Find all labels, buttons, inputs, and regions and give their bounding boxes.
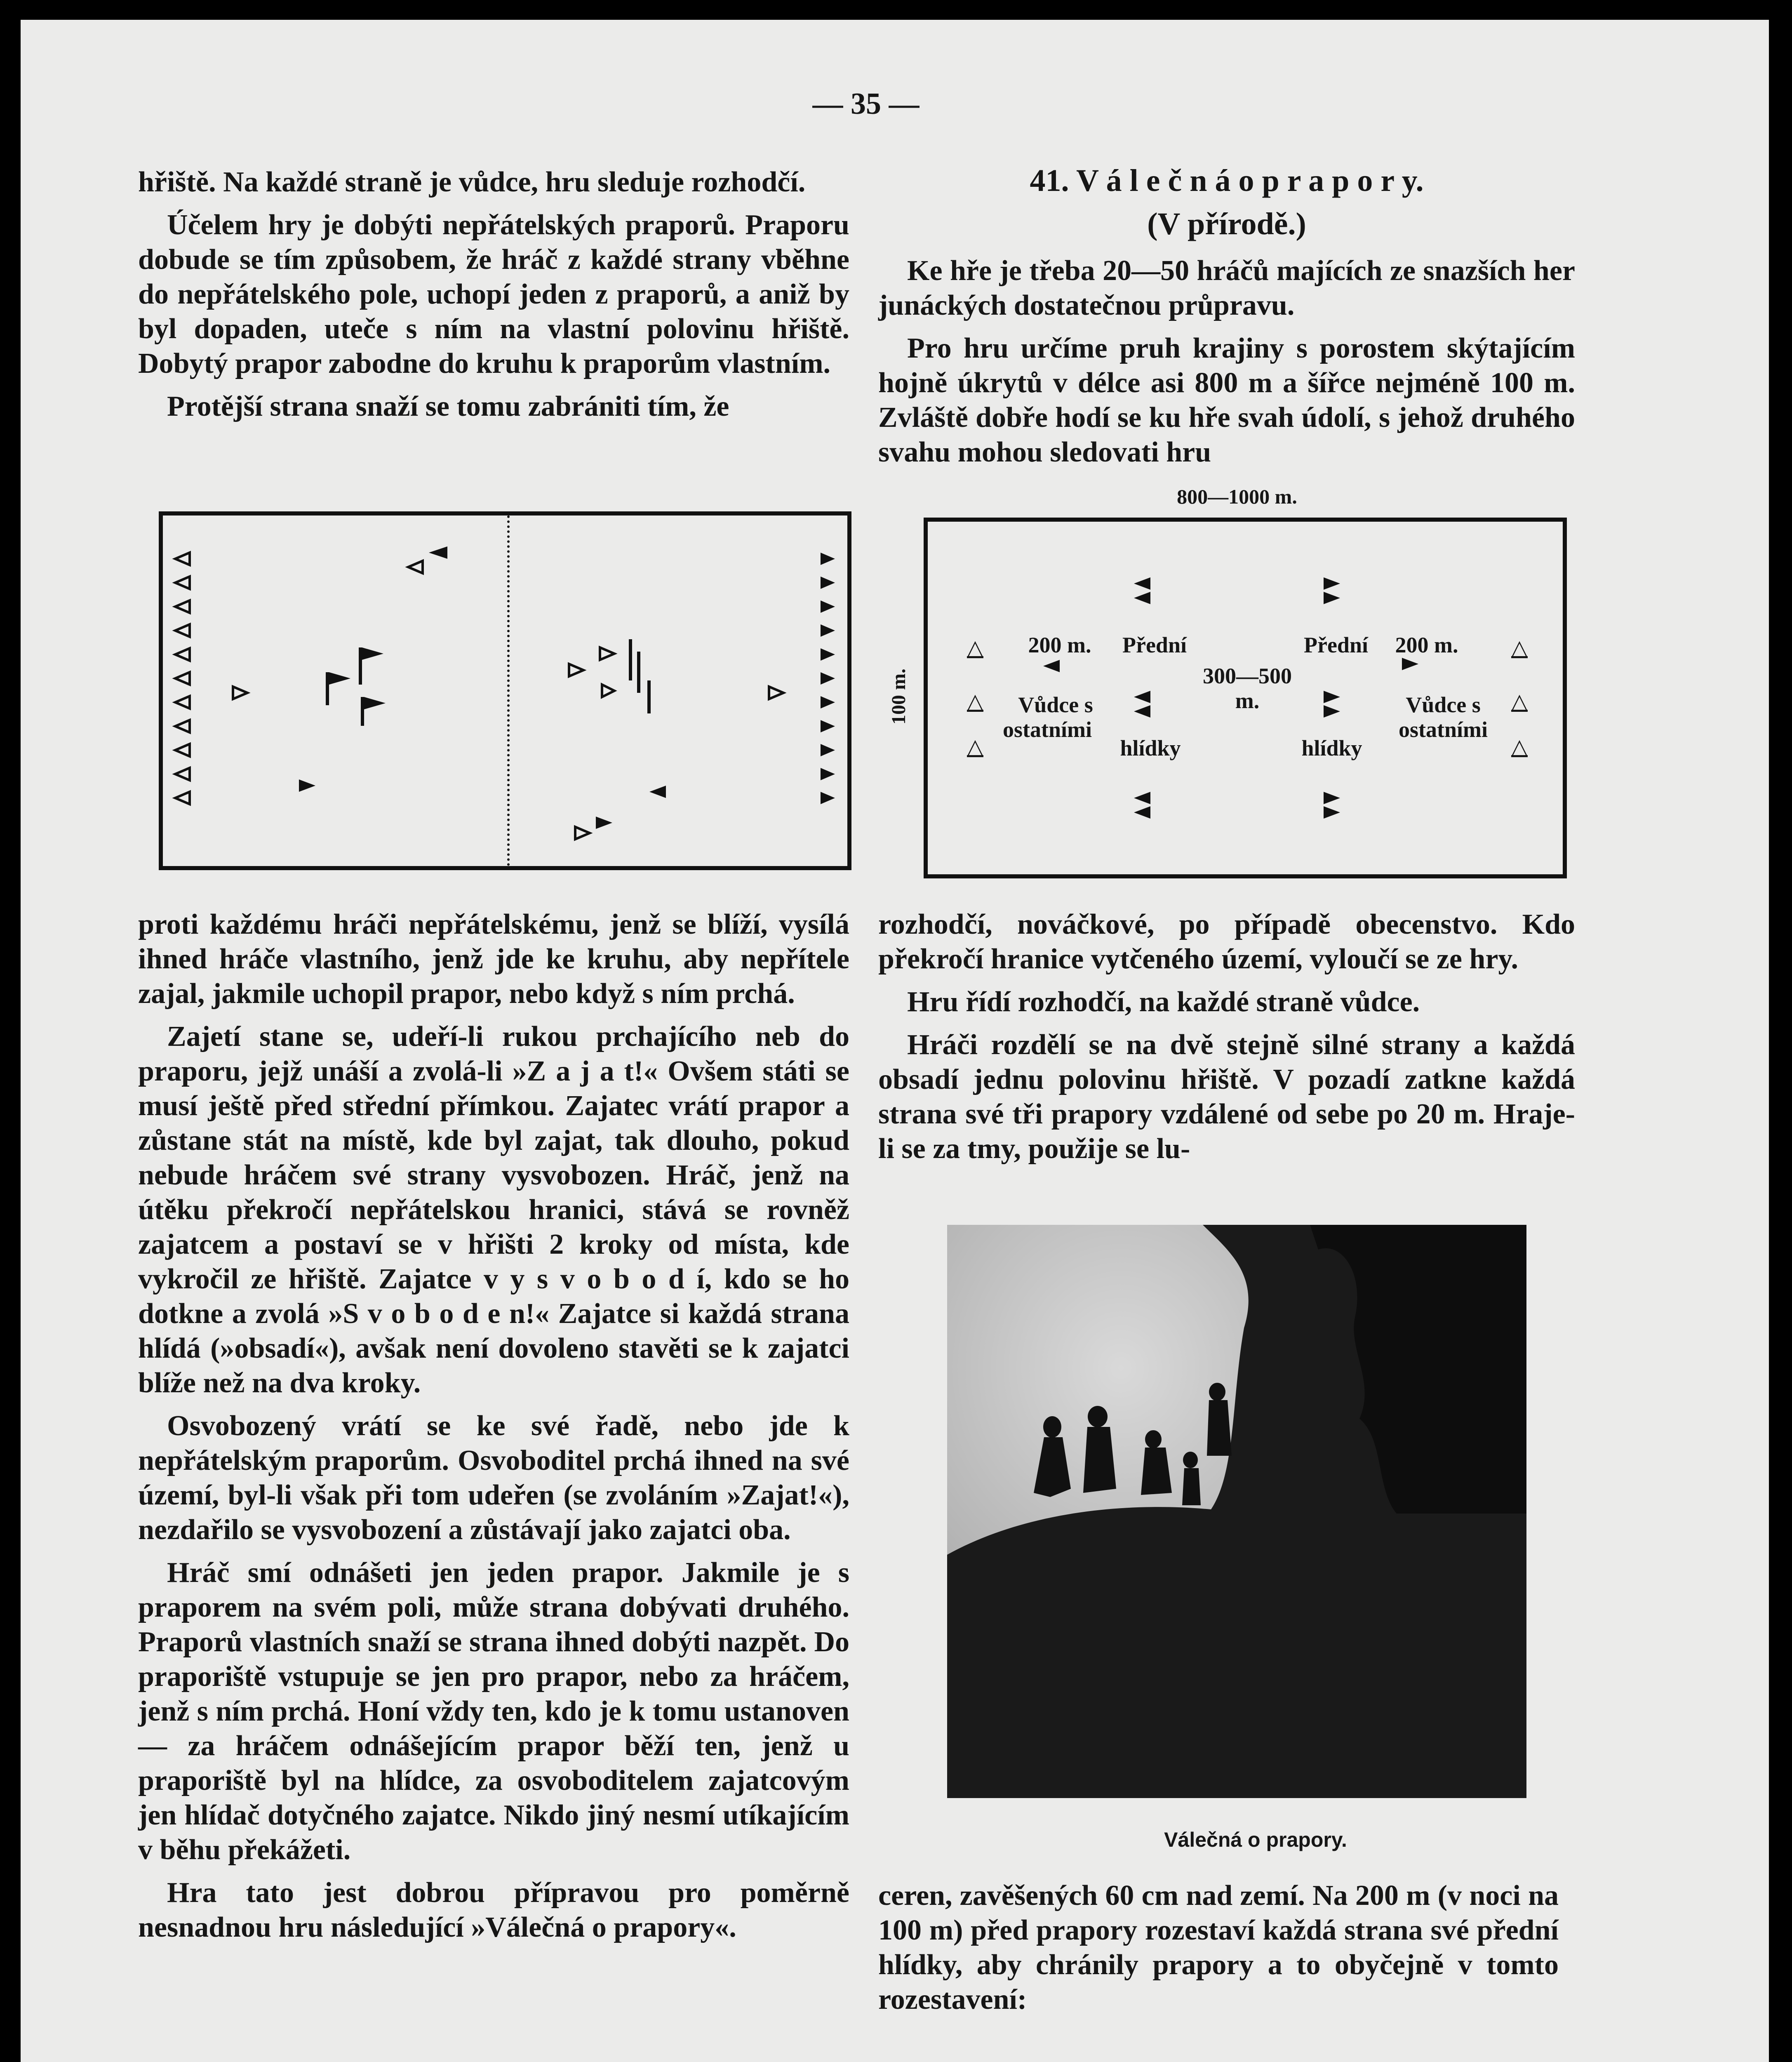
paragraph: Ke hře je třeba 20—50 hráčů majících ze snazších her junáckých dostatečnou průpravu. [878, 255, 1575, 321]
col2-top-text [878, 254, 1575, 470]
middle-unit-label: m. [1235, 688, 1260, 713]
player-icon [602, 685, 614, 697]
flag-triangle-icon: △ [1511, 734, 1528, 759]
page-number: — 35 — [812, 87, 920, 121]
col1-top-text [138, 165, 849, 424]
guards-right-label: hlídky [1301, 736, 1362, 760]
paragraph: Účelem hry je dobýti nepřátelských praporů. Praporu dobude se tím způsobem, že hráč z každé strany vběhne do nepřátelského pole, uchopí jeden z praporů, a aniž by byl dopaden, uteče s ním na vlastní polovinu hřiště. Dobytý prapor zabodne do kruhu k praporům vlastním. [138, 209, 849, 379]
front-left-label: Přední [1122, 633, 1187, 657]
own-flag-icon [175, 624, 190, 637]
guards-left-label: hlídky [1120, 736, 1181, 760]
player-icon [575, 827, 590, 839]
field-diagram-2 [924, 518, 1567, 878]
section-subtitle: (V přírodě.) [1147, 207, 1306, 241]
paragraph: Hráči rozdělí se na dvě stejně silné strany a každá obsadí jednu polovinu hřiště. V pozadí zatkne každá strana své tři prapory vzdálené od sebe po 20 m. Hraje-li se za tmy, použije se lu- [878, 1029, 1575, 1165]
width-label: 800—1000 m. [1177, 485, 1297, 508]
guard-markers [928, 522, 1563, 874]
col2-bottom-text [878, 1878, 1559, 2017]
paragraph: Hra tato jest dobrou přípravou pro poměrně nesnadnou hru následující »Válečná o prapory«. [138, 1877, 849, 1943]
leader-right-label-2: ostatními [1399, 717, 1488, 742]
paragraph: Protější strana snaží se tomu zabrániti tím, že [167, 391, 729, 422]
flag-triangle-icon: △ [1511, 636, 1528, 660]
paragraph: proti každému hráči nepřátelskému, jenž se blíží, vysílá ihned hráče vlastního, jenž jde ke kruhu, aby nepřítele zajal, jakmile uchopil prapor, nebo když s ním prchá. [138, 909, 849, 1010]
own-flag-icon [175, 720, 190, 732]
col1-bottom-text [138, 907, 849, 1945]
leader-left-label: Vůdce s [1018, 692, 1093, 717]
photo-image [947, 1225, 1526, 1798]
paragraph: Hráč smí odnášeti jen jeden prapor. Jakmile je s praporem na svém poli, může strana dobývati druhého. Praporů vlastních snaží se strana ihned dobýti nazpět. Do praporiště vstupuje se jen pro prapor, nebo za hráčem, jenž s ním prchá. Honí vždy ten, kdo je k tomu ustanoven — za hráčem odnášejícím prapor běží ten, jenž u praporiště byl na hlídce, za osvoboditelem zajatcovým jen hlídač dotyčného zajatce. Nikdo jiný nesmí utíkajícím v běhu překážeti. [138, 1557, 849, 1866]
player-icon [408, 561, 423, 573]
player-icon [600, 647, 614, 660]
paragraph: Pro hru určíme pruh krajiny s porostem skýtajícím hojně úkrytů v délce asi 800 m a šířce nejméně 100 m. Zvláště dobře hodí se ku hře svah údolí, s jehož druhého svahu mohou sledovati hru [878, 332, 1575, 468]
flag-triangle-icon: △ [1511, 689, 1528, 714]
paragraph: rozhodčí, nováčkové, po případě obecenstvo. Kdo překročí hranice vytčeného území, vyloučí se ze hry. [878, 909, 1575, 975]
leader-right-label: Vůdce s [1406, 692, 1481, 717]
paragraph: Hru řídí rozhodčí, na každé straně vůdce. [907, 986, 1420, 1018]
own-flag-icon [175, 672, 190, 685]
photo-silhouette [947, 1225, 1526, 1798]
player-icon [769, 687, 783, 699]
paragraph: hřiště. Na každé straně je vůdce, hru sleduje rozhodčí. [138, 166, 806, 198]
paragraph: ceren, zavěšených 60 cm nad zemí. Na 200 m (v noci na 100 m) před prapory rozestaví každá strana své přední hlídky, aby chránily prapory a to obyčejně v tomto rozestavení: [878, 1880, 1559, 2015]
paragraph: Zajetí stane se, udeří-li rukou prchajícího neb do praporu, jejž unáší a zvolá-li »Z a j a t!« Ovšem státi se musí ještě před střední přímkou. Zajatec vrátí prapor a zůstane stát na místě, kde byl zajat, tak dlouho, pokud nebude hráčem své strany vysvobozen. Hráč, jenž na útěku překročí nepřátelskou hranici, stává se rovněž zajatcem a postaví se v hřišti 2 kroky od místa, kde vykročil ze hřiště. Zajatce v y s v o b o d í, kdo se ho dotkne a zvolá »S v o b o d e n!« Zajatce si každá strana hlídá (»obsadí«), avšak není dovoleno stavěti se k zajatci blíže než na dva kroky. [138, 1021, 849, 1399]
flag-triangle-icon: △ [967, 734, 983, 759]
own-flag-icon [175, 648, 190, 661]
flag-triangle-icon: △ [967, 636, 983, 660]
front-right-label: Přední [1304, 633, 1368, 657]
flag-triangle-icon: △ [967, 689, 983, 714]
own-flag-icon [175, 553, 190, 565]
own-flag-icon [175, 792, 190, 804]
player-icon [233, 687, 247, 699]
field-diagram-1 [159, 511, 851, 870]
leader-left-label-2: ostatními [1003, 717, 1092, 742]
player-icon [569, 664, 583, 676]
own-flag-icon [175, 768, 190, 780]
section-title: 41. V á l e č n á o p r a p o r y. [1030, 163, 1424, 198]
paragraph: Osvobozený vrátí se ke své řadě, nebo jde k nepřátelským praporům. Osvoboditel prchá ihned na své území, byl-li však při tom udeřen (se zvoláním »Zajat!«), nezdařilo se vysvobození a zůstávají jako zajatci oba. [138, 1410, 849, 1546]
flags-layer [163, 516, 847, 866]
dist-left-label: 200 m. [1028, 633, 1091, 657]
photo-caption: Válečná o prapory. [1164, 1828, 1347, 1851]
height-label: 100 m. [888, 669, 910, 725]
own-flag-icon [175, 600, 190, 613]
middle-label: 300—500 [1203, 664, 1292, 688]
own-flag-icon [175, 577, 190, 589]
own-flag-icon [175, 744, 190, 756]
col2-mid-text [878, 907, 1575, 1166]
dist-right-label: 200 m. [1395, 633, 1458, 657]
own-flag-icon [175, 696, 190, 709]
